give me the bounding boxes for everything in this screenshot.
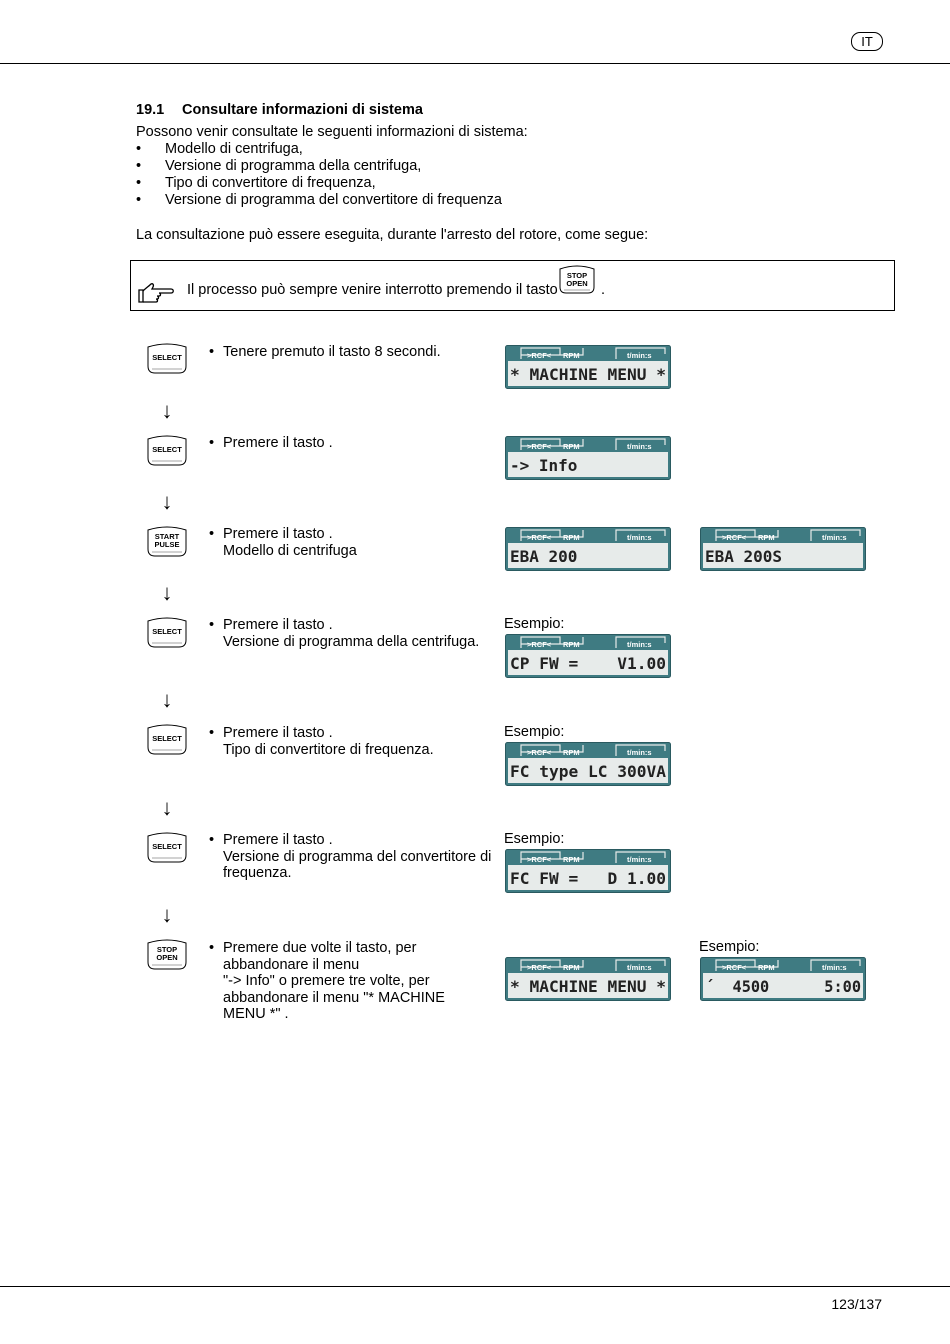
lcd-unit-label: t/min:s xyxy=(627,533,652,542)
lcd-rcf-label: >RCF< xyxy=(527,640,552,649)
list-item: • Tipo di convertitore di frequenza, xyxy=(136,175,502,192)
lcd-rpm-label: RPM xyxy=(563,855,580,864)
stop-open-key-icon xyxy=(146,938,188,970)
key-label: OPEN xyxy=(566,279,588,288)
lcd-display xyxy=(505,742,671,786)
lcd-unit-label: t/min:s xyxy=(627,640,652,649)
key-label: START xyxy=(154,532,180,541)
step-1-text: • Tenere premuto il tasto 8 secondi. xyxy=(209,344,494,361)
down-arrow-icon: ↓ xyxy=(161,795,173,820)
select-key-icon xyxy=(146,723,188,755)
step-line: abbandonare il menu "* MACHINE xyxy=(223,989,445,1006)
select-key-icon xyxy=(146,831,188,863)
lcd-rpm-label: RPM xyxy=(563,442,580,451)
step-6-text: • Premere il tasto . Versione di programma del convertitore di frequenza. xyxy=(209,832,494,882)
lcd-unit-label: t/min:s xyxy=(627,748,652,757)
lcd-rcf-label: >RCF< xyxy=(527,533,552,542)
step-line: abbandonare il menu xyxy=(223,956,360,973)
key-label: OPEN xyxy=(156,953,178,962)
lcd-unit-label: t/min:s xyxy=(627,855,652,864)
lcd-text: EBA 200 xyxy=(510,547,578,566)
step-line: Modello di centrifuga xyxy=(223,542,357,559)
step-3-text: • Premere il tasto . Modello di centrifuga xyxy=(209,526,494,559)
lcd-rcf-label: >RCF< xyxy=(527,855,552,864)
lcd-text: * MACHINE MENU * xyxy=(510,977,666,996)
pointing-hand-icon xyxy=(137,282,175,304)
step-7-text: • Premere due volte il tasto, per abbandonare il menu "-> Info" o premere tre volte, per abbandonare il menu "* MACHINE MENU *" . xyxy=(209,940,494,1023)
lcd-rpm-label: RPM xyxy=(563,640,580,649)
step-line: Premere il tasto . xyxy=(223,725,333,741)
list-item: • Versione di programma della centrifuga, xyxy=(136,158,502,175)
example-label: Esempio: xyxy=(699,939,760,955)
step-line: Premere il tasto . xyxy=(223,435,333,451)
list-item: • Modello di centrifuga, xyxy=(136,141,502,158)
lcd-display xyxy=(505,527,671,571)
step-line: MENU *" . xyxy=(223,1006,289,1022)
step-5-text: • Premere il tasto . Tipo di convertitore di frequenza. xyxy=(209,725,494,758)
note-period: . xyxy=(601,282,606,298)
example-label: Esempio: xyxy=(504,831,565,847)
lcd-rpm-label: RPM xyxy=(758,963,775,972)
lcd-display xyxy=(505,957,671,1001)
key-label: SELECT xyxy=(152,734,182,743)
section-title: Consultare informazioni di sistema xyxy=(182,102,423,118)
step-line: Versione di programma della centrifuga. xyxy=(223,633,480,650)
lcd-rpm-label: RPM xyxy=(563,963,580,972)
key-label: SELECT xyxy=(152,353,182,362)
step-4-text: • Premere il tasto . Versione di programma della centrifuga. xyxy=(209,617,494,650)
lcd-display xyxy=(505,436,671,480)
down-arrow-icon: ↓ xyxy=(161,902,173,927)
lcd-rpm-label: RPM xyxy=(758,533,775,542)
down-arrow-icon: ↓ xyxy=(161,580,173,605)
select-key-icon xyxy=(146,434,188,466)
key-label: STOP xyxy=(156,945,178,954)
lcd-rpm-label: RPM xyxy=(563,748,580,757)
footer-rule xyxy=(0,1286,950,1287)
section-number: 19.1 xyxy=(136,102,165,118)
lcd-text: ´ 4500 5:00 xyxy=(705,977,861,996)
lcd-text: EBA 200S xyxy=(705,547,783,566)
lcd-rcf-label: >RCF< xyxy=(527,351,552,360)
key-label: SELECT xyxy=(152,445,182,454)
lcd-unit-label: t/min:s xyxy=(822,963,847,972)
page-number: 123/137 xyxy=(831,1296,882,1312)
lcd-unit-label: t/min:s xyxy=(822,533,847,542)
lcd-display xyxy=(505,849,671,893)
lcd-rcf-label: >RCF< xyxy=(527,442,552,451)
stop-open-key-icon xyxy=(557,265,597,295)
lcd-text: * MACHINE MENU * xyxy=(510,365,666,384)
key-label: PULSE xyxy=(154,540,180,549)
select-key-icon xyxy=(146,342,188,374)
key-label: STOP xyxy=(566,271,588,280)
lcd-rcf-label: >RCF< xyxy=(527,963,552,972)
step-line: Versione di programma del convertitore di xyxy=(223,848,492,865)
down-arrow-icon: ↓ xyxy=(161,687,173,712)
procedure-intro: La consultazione può essere eseguita, durante l'arresto del rotore, come segue: xyxy=(136,227,649,243)
lcd-unit-label: t/min:s xyxy=(627,351,652,360)
down-arrow-icon: ↓ xyxy=(161,398,173,423)
lcd-display xyxy=(700,957,866,1001)
lcd-text: FC type LC 300VA xyxy=(510,762,667,781)
step-2-text: • Premere il tasto . xyxy=(209,435,494,452)
step-line: Premere il tasto . xyxy=(223,526,333,542)
step-line: Premere il tasto . xyxy=(223,617,333,633)
lcd-text: -> Info xyxy=(510,456,578,475)
lcd-display xyxy=(505,345,671,389)
step-line: Premere due volte il tasto, per xyxy=(223,940,417,956)
example-label: Esempio: xyxy=(504,724,565,740)
list-item: • Versione di programma del convertitore di frequenza xyxy=(136,192,502,209)
info-list xyxy=(136,141,502,209)
key-label: SELECT xyxy=(152,842,182,851)
lcd-unit-label: t/min:s xyxy=(627,963,652,972)
select-key-icon xyxy=(146,616,188,648)
lcd-rcf-label: >RCF< xyxy=(527,748,552,757)
down-arrow-icon: ↓ xyxy=(161,489,173,514)
lcd-display xyxy=(700,527,866,571)
lcd-rcf-label: >RCF< xyxy=(722,533,747,542)
lcd-text: CP FW = V1.00 xyxy=(510,654,666,673)
lcd-rcf-label: >RCF< xyxy=(722,963,747,972)
note-box xyxy=(130,260,895,311)
lcd-display xyxy=(505,634,671,678)
start-pulse-key-icon xyxy=(146,525,188,557)
section-heading xyxy=(136,102,423,118)
header-rule xyxy=(0,63,950,64)
intro-text: Possono venir consultate le seguenti informazioni di sistema: xyxy=(136,124,528,140)
lcd-rpm-label: RPM xyxy=(563,533,580,542)
step-line: Tipo di convertitore di frequenza. xyxy=(223,741,434,758)
step-line: Premere il tasto . xyxy=(223,832,333,848)
lcd-text: FC FW = D 1.00 xyxy=(510,869,666,888)
step-line: "-> Info" o premere tre volte, per xyxy=(223,973,430,989)
lcd-rpm-label: RPM xyxy=(563,351,580,360)
note-text: Il processo può sempre venire interrotto premendo il tasto xyxy=(187,282,558,298)
key-label: SELECT xyxy=(152,627,182,636)
step-line: Tenere premuto il tasto 8 secondi. xyxy=(223,344,441,360)
example-label: Esempio: xyxy=(504,616,565,632)
step-line: frequenza. xyxy=(223,865,292,881)
lcd-unit-label: t/min:s xyxy=(627,442,652,451)
language-badge: IT xyxy=(851,32,883,51)
